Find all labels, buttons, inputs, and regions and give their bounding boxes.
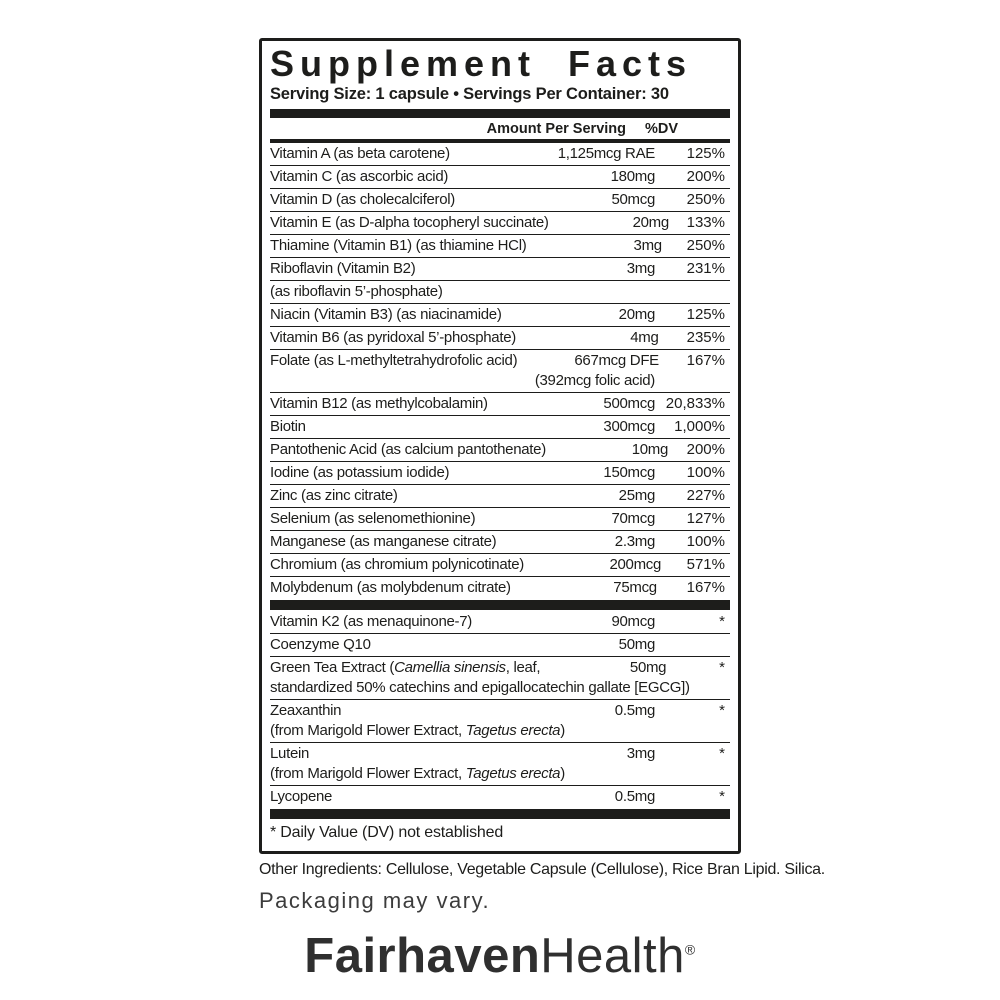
table-row — [270, 484, 730, 507]
nutrient-amount: 500mcg — [603, 395, 655, 413]
other-ingredients: Other Ingredients: Cellulose, Vegetable Capsule (Cellulose), Rice Bran Lipid. Silica. — [259, 861, 825, 879]
page — [0, 38, 1000, 1000]
nutrient-name: Lutein — [270, 745, 310, 763]
table-row — [270, 461, 730, 484]
nutrient-amount: 300mcg — [603, 418, 655, 436]
supplement-facts-panel — [259, 38, 741, 854]
table-row — [270, 742, 730, 785]
nutrient-name: Zeaxanthin — [270, 702, 342, 720]
dv-footnote: * Daily Value (DV) not established — [270, 824, 504, 842]
nutrient-dv: 127% — [686, 510, 725, 528]
divider-thick-section — [270, 600, 730, 610]
nutrient-dv: 20,833% — [665, 395, 725, 413]
divider-thick-top — [270, 109, 730, 118]
nutrient-amount: 50mg — [629, 659, 667, 677]
nutrient-name: Niacin (Vitamin B3) (as niacinamide) — [270, 306, 502, 324]
nutrient-dv: * — [719, 702, 725, 720]
nutrient-name: Chromium (as chromium polynicotinate) — [270, 556, 524, 574]
nutrient-amount: 3mg — [626, 745, 655, 763]
nutrient-amount: 200mcg — [609, 556, 662, 574]
nutrient-amount: 180mg — [610, 168, 655, 186]
brand-name-bold: Fairhaven — [304, 929, 541, 984]
nutrient-name: Folate (as L-methyltetrahydrofolic acid) — [270, 352, 518, 370]
column-header-amount: Amount Per Serving — [486, 121, 626, 138]
table-row — [270, 349, 730, 392]
table-row — [270, 211, 730, 234]
nutrient-name: Lycopene — [270, 788, 333, 806]
nutrient-name: Iodine (as potassium iodide) — [270, 464, 450, 482]
nutrient-dv: 571% — [686, 556, 725, 574]
nutrient-amount: 667mcg DFE — [574, 352, 659, 370]
nutrient-amount: 3mg — [626, 260, 655, 278]
nutrient-name: Vitamin B6 (as pyridoxal 5’-phosphate) — [270, 329, 516, 347]
nutrient-dv: 231% — [686, 260, 725, 278]
nutrient-amount: 90mcg — [611, 613, 655, 631]
nutrient-amount: 75mcg — [613, 579, 657, 597]
column-header-dv: %DV — [644, 121, 678, 138]
nutrient-name: Thiamine (Vitamin B1) (as thiamine HCl) — [270, 237, 527, 255]
nutrient-amount: 1,125mcg RAE — [557, 145, 655, 163]
nutrient-amount: 20mg — [632, 214, 669, 232]
nutrient-dv: 125% — [686, 145, 725, 163]
nutrient-name: Vitamin D (as cholecalciferol) — [270, 191, 455, 209]
nutrient-name: Pantothenic Acid (as calcium pantothenate) — [270, 441, 546, 459]
table-row — [270, 326, 730, 349]
nutrient-dv: * — [719, 788, 725, 806]
registered-trademark-icon: ® — [684, 941, 696, 958]
nutrient-amount: 3mg — [633, 237, 662, 255]
table-row — [270, 188, 730, 211]
nutrient-dv: * — [719, 745, 725, 763]
nutrient-name: Coenzyme Q10 — [270, 636, 371, 654]
nutrient-amount: 25mg — [618, 487, 655, 505]
table-row — [270, 507, 730, 530]
nutrient-dv: 250% — [686, 237, 725, 255]
table-row — [270, 785, 730, 808]
table-row — [270, 699, 730, 742]
nutrient-name: Vitamin A (as beta carotene) — [270, 145, 450, 163]
nutrient-name-continued: (from Marigold Flower Extract, Tagetus erecta) — [270, 765, 565, 783]
nutrient-dv: * — [719, 659, 725, 677]
nutrient-dv: * — [719, 613, 725, 631]
table-row — [270, 257, 730, 280]
nutrient-dv: 235% — [686, 329, 725, 347]
nutrient-dv: 200% — [686, 441, 725, 459]
panel-title: Supplement Facts — [270, 43, 693, 84]
table-row — [270, 143, 730, 165]
nutrient-amount-continued: (392mcg folic acid) — [534, 372, 655, 390]
divider-thick-section — [270, 809, 730, 819]
nutrient-amount: 70mcg — [611, 510, 655, 528]
nutrient-amount: 10mg — [631, 441, 669, 459]
table-row — [270, 234, 730, 257]
nutrient-dv: 167% — [686, 352, 725, 370]
nutrient-dv: 227% — [686, 487, 725, 505]
nutrient-amount: 50mcg — [611, 191, 655, 209]
table-row — [270, 656, 730, 699]
nutrient-name: (as riboflavin 5’-phosphate) — [270, 283, 443, 301]
nutrient-amount: 50mg — [618, 636, 655, 654]
nutrient-dv: 1,000% — [674, 418, 725, 436]
table-row — [270, 611, 730, 633]
nutrient-dv: 200% — [686, 168, 725, 186]
nutrient-name: Biotin — [270, 418, 306, 436]
table-row — [270, 576, 730, 599]
table-row — [270, 438, 730, 461]
nutrient-name: Molybdenum (as molybdenum citrate) — [270, 579, 511, 597]
nutrient-name-continued: standardized 50% catechins and epigallocatechin gallate [EGCG]) — [270, 679, 690, 697]
nutrient-name-continued: (from Marigold Flower Extract, Tagetus erecta) — [270, 722, 565, 740]
nutrient-name: Manganese (as manganese citrate) — [270, 533, 497, 551]
table-row — [270, 165, 730, 188]
nutrient-name: Selenium (as selenomethionine) — [270, 510, 476, 528]
column-header-row — [270, 118, 730, 139]
nutrient-dv: 250% — [686, 191, 725, 209]
nutrient-name: Vitamin C (as ascorbic acid) — [270, 168, 449, 186]
packaging-note: Packaging may vary. — [259, 888, 491, 914]
table-row — [270, 553, 730, 576]
nutrient-name: Vitamin B12 (as methylcobalamin) — [270, 395, 488, 413]
nutrient-dv: 100% — [686, 533, 725, 551]
brand-logo — [0, 930, 1000, 984]
nutrient-amount: 2.3mg — [614, 533, 655, 551]
nutrient-name: Zinc (as zinc citrate) — [270, 487, 398, 505]
nutrient-amount: 150mcg — [603, 464, 655, 482]
table-row — [270, 530, 730, 553]
nutrient-amount: 0.5mg — [614, 702, 655, 720]
table-row — [270, 415, 730, 438]
nutrient-amount: 4mg — [630, 329, 659, 347]
nutrient-dv: 167% — [686, 579, 725, 597]
nutrient-amount: 0.5mg — [614, 788, 655, 806]
nutrient-amount: 20mg — [618, 306, 655, 324]
nutrient-dv: 100% — [686, 464, 725, 482]
table-row — [270, 303, 730, 326]
nutrient-name: Riboflavin (Vitamin B2) — [270, 260, 416, 278]
table-row — [270, 392, 730, 415]
nutrient-dv: 133% — [686, 214, 725, 232]
serving-info: Serving Size: 1 capsule • Servings Per Container: 30 — [270, 85, 669, 104]
nutrient-name: Vitamin K2 (as menaquinone-7) — [270, 613, 472, 631]
nutrient-name: Vitamin E (as D-alpha tocopheryl succinate) — [270, 214, 549, 232]
facts-table — [270, 143, 730, 819]
table-row — [270, 633, 730, 656]
table-row — [270, 280, 730, 303]
brand-name-light: Health — [540, 929, 685, 984]
nutrient-dv: 125% — [686, 306, 725, 324]
nutrient-name: Green Tea Extract (Camellia sinensis, leaf, — [270, 659, 541, 677]
below-panel — [259, 861, 825, 914]
